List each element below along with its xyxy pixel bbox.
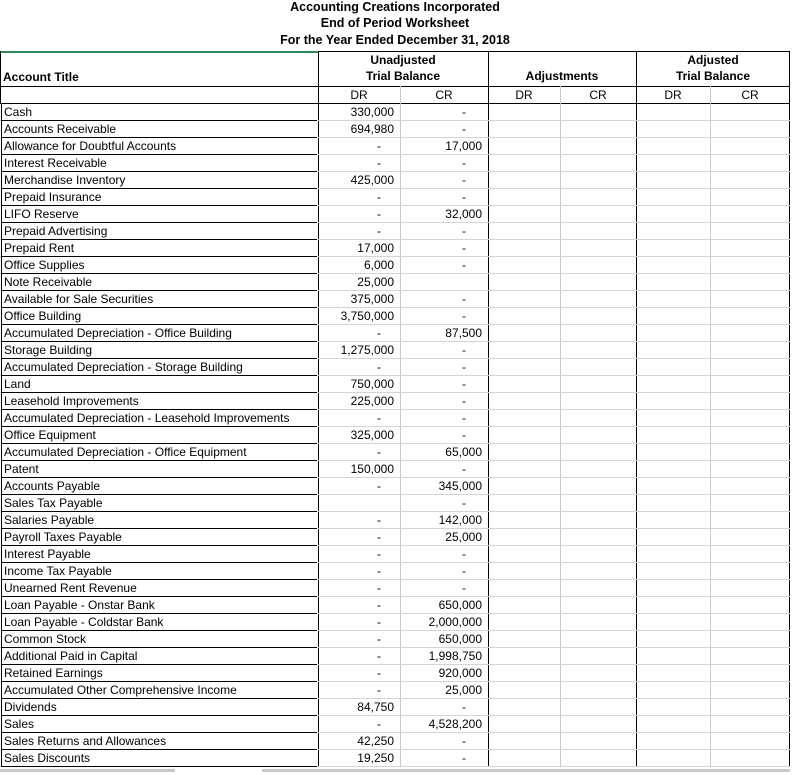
unadjusted-cr-value: -	[462, 751, 466, 765]
unadjusted-dr-value: 42,250	[357, 734, 394, 748]
unadjusted-dr-value: -	[377, 547, 381, 561]
account-name: Loan Payable - Onstar Bank	[1, 597, 317, 614]
unadjusted-cr-value: -	[462, 734, 466, 748]
account-name: Accumulated Depreciation - Office Building	[1, 325, 317, 342]
trial-balance-header: Trial Balance	[365, 69, 441, 83]
unadjusted-dr-value: 375,000	[350, 292, 394, 306]
account-name: Interest Receivable	[1, 155, 317, 172]
unadjusted-dr-value: -	[377, 564, 381, 578]
unadjusted-dr-value: 150,000	[350, 462, 394, 476]
grid-line	[262, 769, 790, 772]
unadjusted-dr-value: -	[377, 717, 381, 731]
account-name: LIFO Reserve	[1, 206, 317, 223]
account-name: Loan Payable - Coldstar Bank	[1, 614, 317, 631]
account-name: Patent	[1, 461, 317, 478]
unadjusted-dr-value: -	[377, 513, 381, 527]
account-name: Prepaid Advertising	[1, 223, 317, 240]
unadjusted-dr-value: -	[377, 445, 381, 459]
account-name: Dividends	[1, 699, 317, 716]
unadjusted-cr-value: -	[462, 394, 466, 408]
unadjusted-dr-value: -	[377, 156, 381, 170]
account-name: Interest Payable	[1, 546, 317, 563]
unadjusted-cr-value: -	[462, 258, 466, 272]
unadjusted-cr-value: 142,000	[438, 513, 482, 527]
account-name: Retained Earnings	[1, 665, 317, 682]
unadjusted-cr-value: -	[462, 105, 466, 119]
account-name: Payroll Taxes Payable	[1, 529, 317, 546]
unadjusted-cr-value: -	[462, 190, 466, 204]
unadjusted-cr-value: -	[462, 292, 466, 306]
account-name: Note Receivable	[1, 274, 317, 291]
account-name: Prepaid Insurance	[1, 189, 317, 206]
unadjusted-cr-value: -	[462, 428, 466, 442]
unadjusted-cr-value: -	[462, 496, 466, 510]
adjusted-header: Adjusted	[687, 53, 739, 67]
account-name: Unearned Rent Revenue	[1, 580, 317, 597]
unadjusted-dr-value: -	[377, 411, 381, 425]
unadjusted-cr-value: -	[462, 581, 466, 595]
unadjusted-dr-value: -	[377, 683, 381, 697]
account-name: Additional Paid in Capital	[1, 648, 317, 665]
grid-line	[0, 769, 175, 772]
unadjusted-dr-value: 3,750,000	[340, 309, 394, 323]
unadjusted-dr-value: 750,000	[350, 377, 394, 391]
account-name: Leasehold Improvements	[1, 393, 317, 410]
unadjusted-cr-value	[400, 274, 488, 291]
grid-line	[0, 51, 318, 53]
account-name: Salaries Payable	[1, 512, 317, 529]
account-name: Sales Tax Payable	[1, 495, 317, 512]
unadjusted-dr-value: 694,980	[350, 122, 394, 136]
column-header-dr: DR	[664, 88, 682, 102]
column-header-cr: CR	[741, 88, 759, 102]
unadjusted-cr-value: -	[462, 173, 466, 187]
unadjusted-cr-value: 32,000	[445, 207, 482, 221]
unadjusted-dr-value: 325,000	[350, 428, 394, 442]
unadjusted-cr-value: 650,000	[438, 632, 482, 646]
account-title-header: Account Title	[3, 70, 79, 84]
account-name: Prepaid Rent	[1, 240, 317, 257]
unadjusted-cr-value: -	[462, 411, 466, 425]
unadjusted-cr-value: -	[462, 547, 466, 561]
unadjusted-cr-value: 4,528,200	[428, 717, 482, 731]
account-name: Sales Returns and Allowances	[1, 733, 317, 750]
account-name: Available for Sale Securities	[1, 291, 317, 308]
unadjusted-cr-value: 87,500	[445, 326, 482, 340]
account-name: Allowance for Doubtful Accounts	[1, 138, 317, 155]
unadjusted-cr-value: 65,000	[445, 445, 482, 459]
unadjusted-dr-value	[318, 495, 400, 512]
unadjusted-cr-value: -	[462, 377, 466, 391]
account-name: Sales Discounts	[1, 750, 317, 767]
unadjusted-dr-value: 25,000	[357, 275, 394, 289]
unadjusted-dr-value: 6,000	[363, 258, 394, 272]
unadjusted-dr-value: -	[377, 530, 381, 544]
account-name: Storage Building	[1, 342, 317, 359]
unadjusted-dr-value: -	[377, 190, 381, 204]
unadjusted-header: Unadjusted	[370, 53, 436, 67]
unadjusted-cr-value: 1,998,750	[428, 649, 482, 663]
unadjusted-dr-value: 1,275,000	[340, 343, 394, 357]
unadjusted-cr-value: -	[462, 700, 466, 714]
unadjusted-cr-value: 2,000,000	[428, 615, 482, 629]
unadjusted-dr-value: 84,750	[357, 700, 394, 714]
unadjusted-dr-value: 330,000	[350, 105, 394, 119]
unadjusted-dr-value: -	[377, 139, 381, 153]
unadjusted-dr-value: -	[377, 615, 381, 629]
unadjusted-cr-value: -	[462, 156, 466, 170]
account-name: Land	[1, 376, 317, 393]
adjusted-trial-balance-header: Trial Balance	[675, 69, 751, 83]
account-name: Accumulated Other Comprehensive Income	[1, 682, 317, 699]
unadjusted-cr-value: 25,000	[445, 683, 482, 697]
unadjusted-cr-value: 345,000	[438, 479, 482, 493]
account-name: Office Building	[1, 308, 317, 325]
unadjusted-dr-value: 425,000	[350, 173, 394, 187]
unadjusted-dr-value: -	[377, 207, 381, 221]
account-name: Accumulated Depreciation - Office Equipment	[1, 444, 317, 461]
account-name: Sales	[1, 716, 317, 733]
worksheet-title: End of Period Worksheet	[320, 16, 470, 30]
account-name: Office Supplies	[1, 257, 317, 274]
unadjusted-cr-value: 920,000	[438, 666, 482, 680]
unadjusted-dr-value: 225,000	[350, 394, 394, 408]
unadjusted-cr-value: 25,000	[445, 530, 482, 544]
account-name: Common Stock	[1, 631, 317, 648]
unadjusted-cr-value: -	[462, 360, 466, 374]
account-name: Income Tax Payable	[1, 563, 317, 580]
account-name: Accounts Receivable	[1, 121, 317, 138]
unadjusted-cr-value: -	[462, 224, 466, 238]
account-name: Accounts Payable	[1, 478, 317, 495]
unadjusted-cr-value: -	[462, 343, 466, 357]
account-name: Cash	[1, 104, 317, 121]
company-name: Accounting Creations Incorporated	[290, 0, 500, 14]
unadjusted-cr-value: -	[462, 241, 466, 255]
unadjusted-cr-value: -	[462, 122, 466, 136]
unadjusted-cr-value: -	[462, 309, 466, 323]
unadjusted-dr-value: 17,000	[357, 241, 394, 255]
column-header-dr: DR	[515, 88, 533, 102]
column-header-cr: CR	[589, 88, 607, 102]
unadjusted-dr-value: -	[377, 632, 381, 646]
unadjusted-cr-value: 17,000	[445, 139, 482, 153]
unadjusted-dr-value: -	[377, 360, 381, 374]
column-header-cr: CR	[435, 88, 453, 102]
unadjusted-dr-value: -	[377, 224, 381, 238]
account-name: Merchandise Inventory	[1, 172, 317, 189]
unadjusted-dr-value: -	[377, 479, 381, 493]
unadjusted-cr-value: -	[462, 564, 466, 578]
unadjusted-dr-value: -	[377, 598, 381, 612]
unadjusted-dr-value: -	[377, 326, 381, 340]
column-header-dr: DR	[350, 88, 368, 102]
worksheet-period: For the Year Ended December 31, 2018	[280, 33, 510, 47]
unadjusted-dr-value: -	[377, 666, 381, 680]
unadjusted-dr-value: -	[377, 649, 381, 663]
account-name: Accumulated Depreciation - Storage Building	[1, 359, 317, 376]
unadjusted-cr-value: -	[462, 462, 466, 476]
account-name: Accumulated Depreciation - Leasehold Improvements	[1, 410, 317, 427]
unadjusted-dr-value: -	[377, 581, 381, 595]
adjustments-header: Adjustments	[525, 69, 599, 83]
unadjusted-dr-value: 19,250	[357, 751, 394, 765]
unadjusted-cr-value: 650,000	[438, 598, 482, 612]
account-name: Office Equipment	[1, 427, 317, 444]
